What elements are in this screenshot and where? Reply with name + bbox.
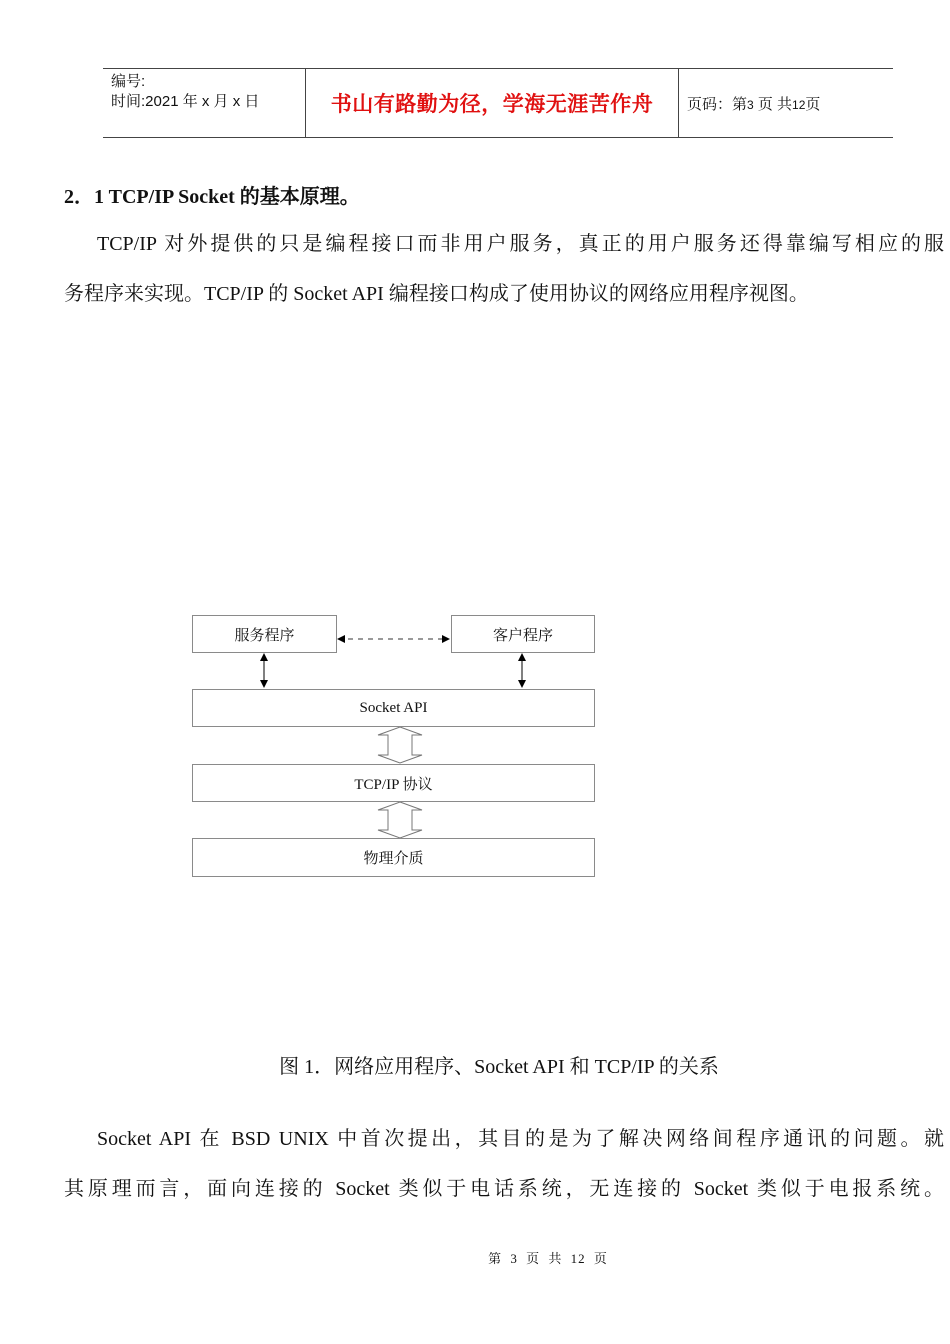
physical-medium-box: 物理介质: [192, 838, 595, 877]
document-number-label: 编号:: [111, 73, 146, 90]
server-program-box: 服务程序: [192, 615, 337, 653]
page-suffix: 页: [805, 96, 821, 113]
paragraph-2-line-2: 其原理而言，面向连接的 Socket 类似于电话系统，无连接的 Socket 类似于电报系统。: [64, 1178, 944, 1200]
client-program-box: 客户程序: [451, 615, 595, 653]
api-tcp-block-arrow: [378, 727, 422, 763]
paragraph-2-line-1: Socket API 在 BSD UNIX 中首次提出，其目的是为了解决网络间程序通讯的问题。就: [97, 1128, 944, 1150]
page-total: 12: [792, 98, 806, 112]
socket-api-box: Socket API: [192, 689, 595, 727]
page-mid: 页 共: [757, 96, 793, 113]
paragraph-2: [64, 1114, 944, 1214]
paragraph-1-line-1: TCP/IP 对外提供的只是编程接口而非用户服务，真正的用户服务还得靠编写相应的服: [97, 233, 944, 255]
section-title: 2．1 TCP/IP Socket 的基本原理。: [64, 186, 360, 208]
page-prefix: 页码：第: [687, 96, 748, 113]
header-motto: 书山有路勤为径，学海无涯苦作舟: [305, 69, 679, 137]
paragraph-1-line-2: 务程序来实现。TCP/IP 的 Socket API 编程接口构成了使用协议的网络应用程序视图。: [64, 283, 809, 305]
page-current: 3: [747, 98, 754, 112]
figure-caption: 图 1．网络应用程序、Socket API 和 TCP/IP 的关系: [279, 1056, 719, 1078]
page-footer: 第 3 页 共 12 页: [488, 1251, 608, 1266]
tcp-physical-block-arrow: [378, 802, 422, 838]
tcp-ip-protocol-box: TCP/IP 协议: [192, 764, 595, 802]
document-time-label: 时间:2021 年 x 月 x 日: [111, 93, 260, 110]
